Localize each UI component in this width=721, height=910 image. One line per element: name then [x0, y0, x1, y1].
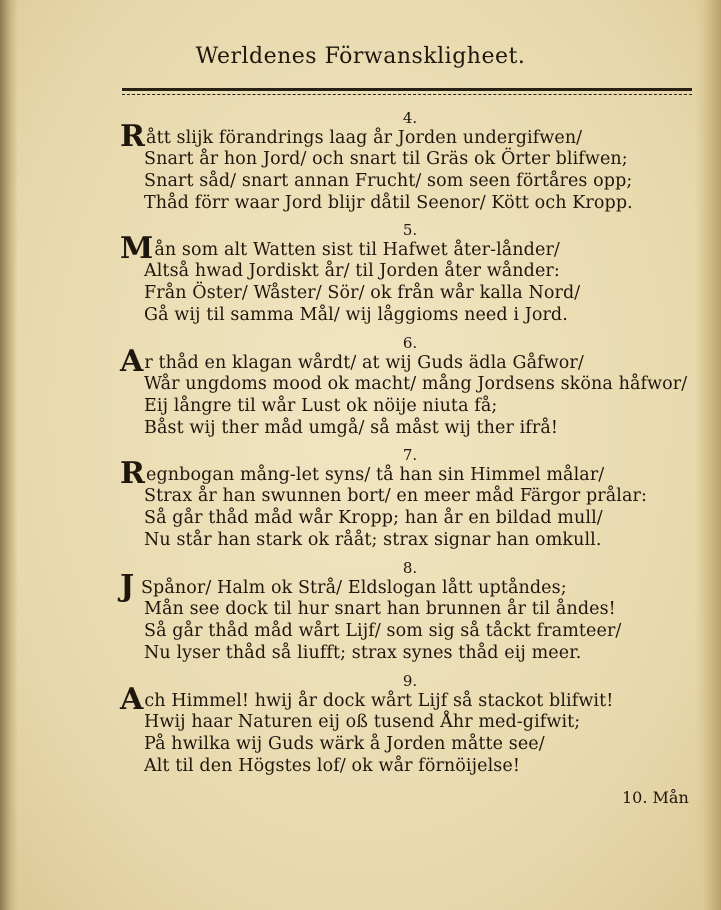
verse-line: Altså hwad Jordiskt år/ til Jorden åter wånder:: [144, 261, 560, 281]
stanza: [120, 110, 700, 214]
verse-line: På hwilka wij Guds wärk å Jorden måtte see/: [144, 734, 545, 754]
stanza-number: 6.: [402, 334, 418, 352]
verse-line: [120, 119, 700, 154]
stanza: [120, 673, 700, 777]
verse-line: Från Öster/ Wåster/ Sör/ ok från wår kalla Nord/: [144, 283, 581, 303]
verse-line: Nu står han stark ok rååt; strax signar han omkull.: [144, 530, 602, 550]
page-binding-shadow: [0, 0, 18, 910]
verse-line: Alt til den Högstes lof/ ok wår förnöijelse!: [144, 756, 520, 776]
verse-line: Mån see dock til hur snart han brunnen år til åndes!: [144, 599, 616, 619]
verse-line: Så går thåd måd wårt Lijf/ som sig så tåckt framteer/: [144, 621, 622, 641]
stanza: [120, 335, 700, 439]
verse-line: [120, 569, 700, 604]
verse-text: egnbogan mång-let syns/ tå han sin Himmel målar/: [146, 465, 605, 485]
verse-line: [120, 456, 700, 491]
running-title: Werldenes Förwanskligheet.: [195, 44, 526, 69]
verse-line: Gå wij til samma Mål/ wij låggioms need i Jord.: [144, 305, 568, 325]
stanza-number: 8.: [402, 559, 418, 577]
verse-text: ch Himmel! hwij år dock wårt Lijf så stackot blifwit!: [144, 691, 614, 711]
header-rule-dashed: [122, 94, 692, 95]
stanza-number: 7.: [402, 446, 418, 464]
verse-line: Snart såd/ snart annan Frucht/ som seen förtåres opp;: [144, 171, 633, 191]
verse-line: Nu lyser thåd så liufft; strax synes thåd eij meer.: [144, 643, 582, 663]
verse-text: Spånor/ Halm ok Strå/ Eldslogan lått uptåndes;: [135, 578, 567, 598]
verse-line: [120, 682, 700, 717]
stanza: [120, 560, 700, 664]
drop-initial: A: [120, 344, 144, 379]
verse-text: ån som alt Watten sist til Hafwet åter-lånder/: [154, 240, 560, 260]
stanza: [120, 222, 700, 326]
verse-line: [120, 231, 700, 266]
verse-line: Thåd förr waar Jord blijr dåtil Seenor/ Kött och Kropp.: [144, 193, 633, 213]
stanza-number: 4.: [402, 109, 418, 127]
drop-initial: A: [120, 682, 144, 717]
drop-initial: M: [120, 231, 154, 266]
verse-line: Snart år hon Jord/ och snart til Gräs ok Örter blifwen;: [144, 149, 628, 169]
stanza-number: 9.: [402, 672, 418, 690]
verse-text: ått slijk förandrings laag år Jorden undergifwen/: [146, 128, 583, 148]
verse-line: Wår ungdoms mood ok macht/ mång Jordsens sköna håfwor/: [144, 374, 688, 394]
verse-line: Båst wij ther måd umgå/ så måst wij ther ifrå!: [144, 418, 559, 438]
verse-text: r thåd en klagan wårdt/ at wij Guds ädla Gåfwor/: [144, 353, 584, 373]
stanza-number: 5.: [402, 221, 418, 239]
catchword: 10. Mån: [622, 788, 689, 807]
verse-line: [120, 344, 700, 379]
stanza: [120, 447, 700, 551]
drop-initial: R: [120, 456, 146, 491]
verse-line: Så går thåd måd wår Kropp; han år en bildad mull/: [144, 508, 603, 528]
verse-line: Hwij haar Naturen eij oß tusend Åhr med-gifwit;: [144, 712, 581, 732]
drop-initial: R: [120, 119, 146, 154]
verse-line: Eij långre til wår Lust ok nöije niuta få;: [144, 396, 498, 416]
verse-line: Strax år han swunnen bort/ en meer måd Färgor prålar:: [144, 486, 647, 506]
drop-initial: J: [120, 569, 135, 604]
